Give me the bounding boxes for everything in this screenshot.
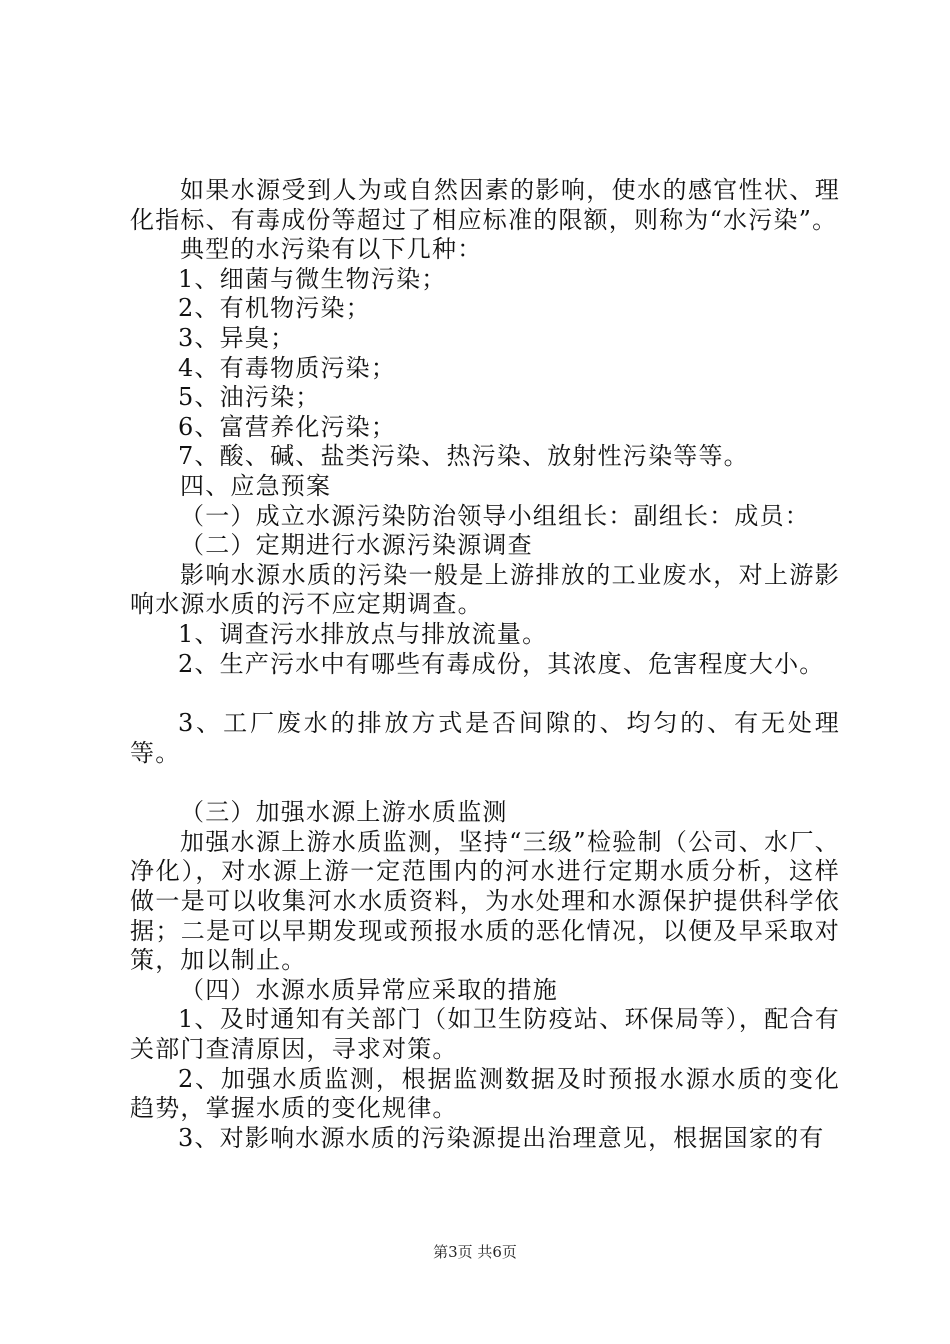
subheading-upstream-monitoring: （三）加强水源上游水质监测 (180, 798, 508, 827)
paragraph-survey-description: 影响水源水质的污染一般是上游排放的工业废水，对上游影响水源水质的污不应定期调查。 (130, 560, 840, 619)
list-item: 1、调查污水排放点与排放流量。 (178, 619, 548, 648)
section-heading-emergency-plan: 四、应急预案 (180, 471, 332, 500)
list-item: 3、异臭； (178, 323, 296, 352)
list-item: 5、油污染； (178, 383, 321, 412)
subheading-leadership-group: （一）成立水源污染防治领导小组组长：副组长：成员： (180, 501, 810, 530)
list-item: 7、酸、碱、盐类污染、热污染、放射性污染等等。 (178, 442, 749, 471)
list-item: 4、有毒物质污染； (178, 353, 397, 382)
document-body (130, 176, 840, 1153)
list-item: 2、加强水质监测，根据监测数据及时预报水源水质的变化趋势，掌握水质的变化规律。 (130, 1064, 840, 1123)
list-item: 2、生产污水中有哪些有毒成份，其浓度、危害程度大小。 (178, 649, 825, 678)
list-item: 1、及时通知有关部门（如卫生防疫站、环保局等），配合有关部门查清原因，寻求对策。 (130, 1005, 840, 1064)
list-item: 3、对影响水源水质的污染源提出治理意见，根据国家的有 (178, 1123, 825, 1152)
paragraph-water-pollution-definition: 如果水源受到人为或自然因素的影响，使水的感官性状、理化指标、有毒成份等超过了相应标准的限额，则称为“水污染”。 (130, 176, 840, 234)
list-item: 3、工厂废水的排放方式是否间隙的、均匀的、有无处理等。 (130, 709, 840, 767)
list-item: 1、细菌与微生物污染； (178, 264, 447, 293)
list-item: 2、有机物污染； (178, 294, 371, 323)
page-number-footer: 第3页 共6页 (433, 1243, 517, 1261)
subheading-pollution-source-survey: （二）定期进行水源污染源调查 (180, 531, 533, 560)
subheading-abnormal-measures: （四）水源水质异常应采取的措施 (180, 975, 558, 1004)
list-item: 6、富营养化污染； (178, 412, 397, 441)
paragraph-monitoring-description: 加强水源上游水质监测，坚持“三级”检验制（公司、水厂、净化），对水源上游一定范围内的河水进行定期水质分析，这样做一是可以收集河水水质资料，为水处理和水源保护提供科学依据；二是可以早期发现或预报水质的恶化情况，以便及早采取对策，加以制止。 (130, 827, 840, 975)
paragraph-pollution-types-intro: 典型的水污染有以下几种： (180, 235, 483, 264)
